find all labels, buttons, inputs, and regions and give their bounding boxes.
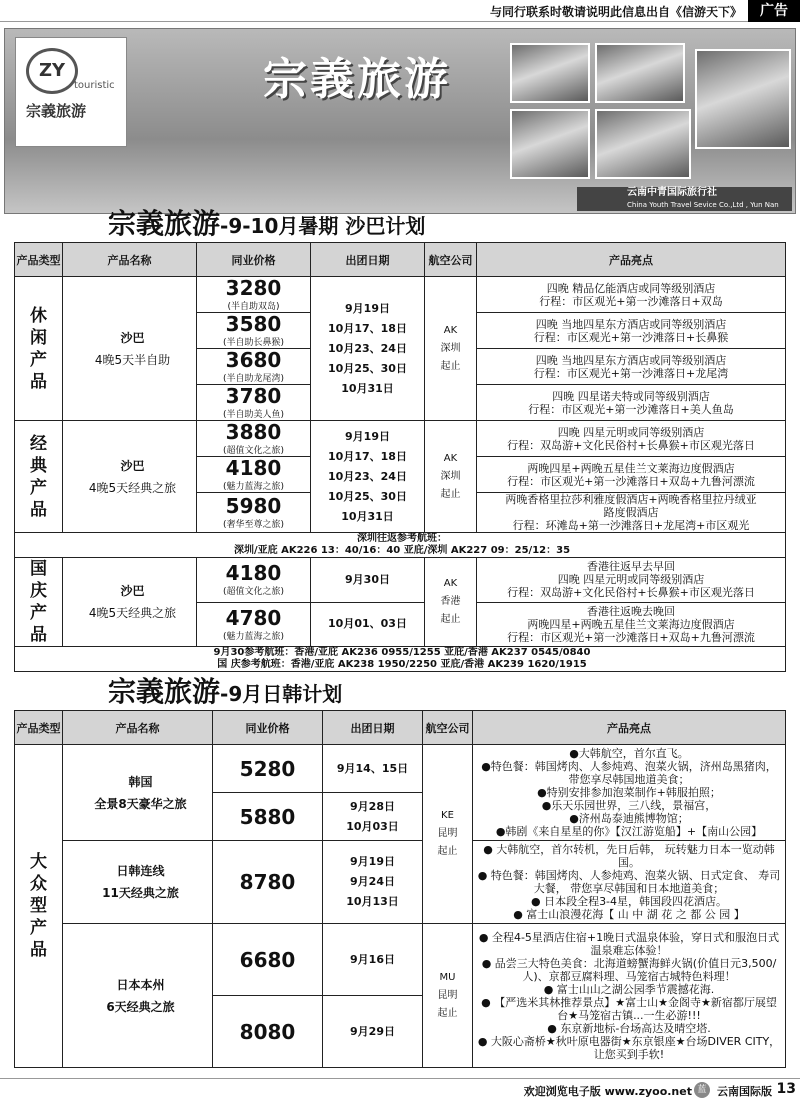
product-name: 日本本州 bbox=[116, 977, 165, 992]
price-cell bbox=[197, 602, 311, 647]
col-price: 同业价格 bbox=[197, 243, 311, 277]
table-row bbox=[15, 558, 786, 603]
date-item: 10月31日 bbox=[341, 509, 394, 523]
airline-code: KE bbox=[441, 810, 454, 821]
highlight-line: ●济州岛泰迪熊博物馆； bbox=[569, 812, 689, 825]
product-name-cell bbox=[63, 558, 197, 647]
col-date: 出团日期 bbox=[311, 243, 425, 277]
table-row bbox=[15, 421, 786, 457]
flight-ref-line: 深圳往返参考航班： bbox=[357, 533, 447, 544]
date-cell bbox=[311, 421, 425, 533]
category-cell bbox=[15, 745, 63, 1068]
table1-header bbox=[15, 243, 786, 277]
date-cell bbox=[323, 745, 423, 793]
highlight-line: ●大韩航空，首尔直飞。 bbox=[569, 747, 689, 760]
highlight-line: 四晚 四星元明或同等级别酒店 bbox=[557, 573, 705, 587]
product-duration: 4晚5天经典之旅 bbox=[88, 606, 177, 620]
category-text: 国庆产品 bbox=[30, 559, 47, 645]
highlight-cell bbox=[477, 277, 786, 313]
product-name: 沙巴 bbox=[120, 330, 145, 345]
col-price: 同业价格 bbox=[213, 711, 323, 745]
product-duration: 6天经典之旅 bbox=[106, 999, 175, 1014]
col-type: 产品类型 bbox=[15, 711, 63, 745]
highlight-line: ● 富士山浪漫花海【 山 中 湖 花 之 都 公 园 】 bbox=[513, 908, 745, 921]
highlight-line: 四晚 四星诺夫特或同等级别酒店 bbox=[552, 389, 710, 403]
highlight-cell bbox=[473, 841, 786, 924]
price-value: 6680 bbox=[239, 947, 296, 972]
footer-edition: 云南国际版 bbox=[717, 1085, 772, 1098]
highlight-line: 行程：市区观光+第一沙滩落日+双岛+九鲁河漂流 bbox=[507, 474, 755, 488]
price-value: 3280 bbox=[225, 276, 282, 300]
airline-cell bbox=[423, 745, 473, 924]
airline-note: 起止 bbox=[437, 846, 458, 857]
product-duration: 全景8天豪华之旅 bbox=[94, 796, 187, 811]
highlight-line: 行程：市区观光+第一沙滩落日+双岛 bbox=[539, 294, 723, 308]
highlight-line: ● 大韩航空，首尔转机，先日后韩， 玩转魅力日本一览动韩国。 bbox=[483, 843, 775, 869]
footer-text: 欢迎浏览电子版 www.zyoo.net bbox=[523, 1085, 692, 1098]
highlight-cell bbox=[477, 421, 786, 457]
date-item: 10月23、24日 bbox=[328, 341, 407, 355]
airline-code: MU bbox=[439, 971, 456, 983]
date-cell bbox=[323, 996, 423, 1068]
price-cell bbox=[213, 996, 323, 1068]
highlight-line: 两晚香格里拉莎利雅度假酒店+两晚香格里拉丹绒亚 bbox=[505, 493, 757, 506]
highlight-line: ● 大阪心斋桥★秋叶原电器街★东京银座★台场DIVER CITY，让您买到手软! bbox=[477, 1034, 781, 1061]
date-cell bbox=[323, 841, 423, 924]
resort-photo-4 bbox=[510, 109, 590, 179]
flight-ref-line: 深圳/亚庇 AK226 13：40/16：40 亚庇/深圳 AK227 09：25/12：35 bbox=[233, 545, 571, 556]
section1-title bbox=[108, 202, 425, 242]
highlight-cell bbox=[477, 558, 786, 603]
highlight-line: 四晚 当地四星东方酒店或同等级别酒店 bbox=[535, 353, 727, 367]
airline-city: 香港 bbox=[440, 596, 461, 607]
highlight-cell bbox=[477, 349, 786, 385]
highlight-line: 四晚 当地四星东方酒店或同等级别酒店 bbox=[535, 317, 727, 331]
highlight-line: ● 全程4-5星酒店住宿+1晚日式温泉体验，穿日式和服泡日式温泉难忘体验！ bbox=[478, 930, 780, 957]
date-item: 10月01、03日 bbox=[328, 617, 407, 631]
date-item: 10月25、30日 bbox=[328, 489, 407, 503]
section2-title bbox=[108, 670, 342, 710]
page-number: 13 bbox=[776, 1081, 796, 1097]
date-item: 10月31日 bbox=[341, 381, 394, 395]
date-item: 9月14、15日 bbox=[336, 761, 409, 775]
airline-code: AK bbox=[443, 452, 458, 464]
highlight-line: 行程：市区观光+第一沙滩落日+长鼻猴 bbox=[533, 330, 729, 344]
table-row bbox=[15, 745, 786, 793]
airline-note: 起止 bbox=[440, 614, 461, 625]
product-name: 日韩连线 bbox=[116, 864, 165, 878]
table-row bbox=[15, 533, 786, 558]
highlight-line: 香港往返早去早回 bbox=[587, 560, 675, 574]
section2-brand: 宗義旅游 bbox=[108, 675, 221, 708]
airline-code: AK bbox=[443, 578, 458, 589]
highlight-cell bbox=[477, 457, 786, 493]
price-cell bbox=[213, 924, 323, 996]
date-item: 9月28日 10月03日 bbox=[346, 799, 399, 833]
product-duration: 4晚5天经典之旅 bbox=[88, 480, 177, 495]
date-cell bbox=[323, 924, 423, 996]
table-row bbox=[15, 277, 786, 313]
highlight-line: ●乐天乐园世界，三八线，景福宫， bbox=[541, 799, 717, 812]
highlight-line: 行程：环滩岛+第一沙滩落日+龙尾湾+市区观光 bbox=[512, 519, 750, 532]
date-item: 10月25、30日 bbox=[328, 361, 407, 375]
price-note: (奢华至尊之旅) bbox=[222, 520, 285, 530]
price-value: 5280 bbox=[239, 756, 296, 781]
banner-brand: 宗義旅游 bbox=[263, 54, 451, 105]
highlight-line: 行程：市区观光+第一沙滩落日+龙尾湾 bbox=[533, 366, 729, 380]
airline-city: 深圳 bbox=[440, 470, 461, 482]
date-item: 9月19日 bbox=[345, 429, 390, 443]
island-photo-3 bbox=[695, 49, 791, 149]
highlight-cell bbox=[477, 493, 786, 533]
highlight-cell bbox=[473, 924, 786, 1068]
product-name: 沙巴 bbox=[120, 584, 145, 598]
category-cell bbox=[15, 277, 63, 421]
highlight-line: ● 日本段全程3-4星，韩国段四花酒店。 bbox=[530, 895, 728, 908]
price-value: 5880 bbox=[239, 804, 296, 829]
beach-photo-1 bbox=[510, 43, 590, 103]
airline-city: 昆明 bbox=[437, 989, 458, 1001]
date-item: 10月17、18日 bbox=[328, 321, 407, 335]
price-note: (超值文化之旅) bbox=[222, 446, 285, 456]
table-row bbox=[15, 924, 786, 996]
price-value: 8780 bbox=[239, 870, 296, 894]
logo-cn: 宗義旅游 bbox=[26, 102, 87, 120]
highlight-line: ● 品尝三大特色美食：北海道螃蟹海鲜火锅(价值日元3,500/人)、京都豆腐料理、马笼宿古城特色料理！ bbox=[481, 956, 777, 983]
date-item: 9月29日 bbox=[350, 1024, 395, 1038]
highlight-line: 两晚四星+两晚五星佳兰文莱海边度假酒店 bbox=[527, 617, 735, 631]
highlight-line: 行程：市区观光+第一沙滩落日+双岛+九鲁河漂流 bbox=[507, 630, 755, 644]
company-logo bbox=[15, 37, 127, 147]
airline-code: AK bbox=[443, 324, 458, 336]
product-name: 韩国 bbox=[128, 774, 153, 789]
date-item: 9月16日 bbox=[350, 952, 395, 966]
logo-mark-icon: ZY bbox=[26, 48, 78, 94]
price-note: (半自助龙尾湾) bbox=[222, 374, 285, 384]
col-highlights: 产品亮点 bbox=[473, 711, 786, 745]
product-name: 沙巴 bbox=[120, 458, 145, 473]
price-cell bbox=[197, 493, 311, 533]
date-cell bbox=[311, 558, 425, 603]
highlight-line: 行程：市区观光+第一沙滩落日+美人鱼岛 bbox=[528, 402, 734, 416]
price-value: 3880 bbox=[225, 420, 282, 444]
category-text: 大众型产品 bbox=[30, 852, 47, 960]
product-name-cell bbox=[63, 745, 213, 841]
banner bbox=[4, 28, 796, 214]
footer bbox=[0, 1078, 800, 1100]
highlight-line: ● 富士山山之湖公园季节震撼花海. bbox=[543, 982, 715, 996]
col-highlights: 产品亮点 bbox=[477, 243, 786, 277]
product-name-cell bbox=[63, 841, 213, 924]
section1-brand: 宗義旅游 bbox=[108, 207, 221, 240]
highlight-line: 行程：双岛游+文化民俗村+长鼻猴+市区观光落日 bbox=[507, 438, 755, 452]
price-value: 8080 bbox=[239, 1019, 296, 1044]
table-row bbox=[15, 647, 786, 672]
island-photo-5 bbox=[595, 109, 691, 179]
header-notice: 与同行联系时敬请说明此信息出自《信游天下》 bbox=[489, 5, 742, 19]
date-cell bbox=[311, 602, 425, 647]
flight-reference-2 bbox=[15, 647, 786, 672]
top-notice-bar bbox=[0, 0, 800, 22]
ad-label: 广告 bbox=[748, 0, 800, 22]
col-type: 产品类型 bbox=[15, 243, 63, 277]
flight-ref-line: 9月30参考航班：香港/亚庇 AK236 0955/1255 亚庇/香港 AK237 0545/0840 bbox=[213, 647, 591, 658]
agency-cn: 云南中青国际旅行社 bbox=[627, 187, 717, 198]
col-name: 产品名称 bbox=[63, 243, 197, 277]
col-name: 产品名称 bbox=[63, 711, 213, 745]
category-text: 休闲产品 bbox=[30, 305, 47, 392]
highlight-line: 路度假酒店 bbox=[603, 506, 659, 519]
price-cell bbox=[197, 385, 311, 421]
price-cell bbox=[197, 349, 311, 385]
date-item: 9月19日 bbox=[350, 855, 395, 868]
highlight-cell bbox=[477, 385, 786, 421]
highlight-line: 四晚 精品亿能酒店或同等级别酒店 bbox=[546, 281, 716, 295]
date-item: 9月30日 bbox=[345, 572, 390, 586]
date-item: 9月24日 bbox=[350, 875, 395, 888]
date-item: 10月17、18日 bbox=[328, 449, 407, 463]
flight-ref-line: 国 庆参考航班：香港/亚庇 AK238 1950/2250 亚庇/香港 AK239 1620/1915 bbox=[217, 659, 587, 670]
airline-city: 深圳 bbox=[440, 342, 461, 354]
highlight-line: ●特色餐：韩国烤肉、人参炖鸡、泡菜火锅，济州岛黑猪肉，带您享尽韩国地道美食； bbox=[481, 760, 777, 786]
date-cell bbox=[311, 277, 425, 421]
airline-cell bbox=[425, 277, 477, 421]
price-cell bbox=[213, 841, 323, 924]
product-duration: 4晚5天半自助 bbox=[94, 352, 171, 367]
airline-city: 昆明 bbox=[437, 828, 458, 839]
airline-note: 起止 bbox=[440, 360, 461, 372]
airline-note: 起止 bbox=[440, 488, 461, 500]
highlight-line: ● 【严选米其林推荐景点】★富士山★金阁寺★新宿都厅展望台★马笼宿古镇...一生必游!!! bbox=[481, 995, 777, 1022]
airline-cell bbox=[423, 924, 473, 1068]
airline-cell bbox=[425, 421, 477, 533]
flight-reference-1 bbox=[15, 533, 786, 558]
price-note: (超值文化之旅) bbox=[222, 587, 285, 598]
japan-korea-table bbox=[14, 710, 786, 1068]
price-value: 5980 bbox=[225, 494, 282, 518]
section1-subtitle: -9-10月暑期 沙巴计划 bbox=[220, 214, 426, 238]
airline-note: 起止 bbox=[437, 1007, 458, 1019]
highlight-line: 两晚四星+两晚五星佳兰文莱海边度假酒店 bbox=[527, 461, 735, 475]
product-duration: 11天经典之旅 bbox=[102, 886, 179, 900]
price-cell bbox=[197, 558, 311, 603]
agency-en: China Youth Travel Sevice Co.,Ltd , Yun Nan bbox=[627, 201, 779, 209]
highlight-line: 四晚 四星元明或同等级别酒店 bbox=[557, 425, 705, 439]
airline-cell bbox=[425, 558, 477, 647]
highlight-line: ●韩剧《来自星星的你》【汉江游览船】+【南山公园】 bbox=[495, 825, 763, 838]
highlight-line: 香港往返晚去晚回 bbox=[587, 604, 675, 618]
price-cell bbox=[197, 313, 311, 349]
price-value: 3580 bbox=[225, 312, 282, 336]
col-date: 出团日期 bbox=[323, 711, 423, 745]
col-airline: 航空公司 bbox=[423, 711, 473, 745]
product-name-cell bbox=[63, 924, 213, 1068]
sabah-table bbox=[14, 242, 786, 672]
price-value: 3780 bbox=[225, 384, 282, 408]
price-note: (魅力蓝海之旅) bbox=[222, 631, 285, 642]
price-cell bbox=[213, 793, 323, 841]
table-row bbox=[15, 841, 786, 924]
highlight-cell bbox=[473, 745, 786, 841]
category-cell bbox=[15, 558, 63, 647]
highlight-line: ● 东京新地标-台场高达及晴空塔. bbox=[547, 1021, 711, 1035]
price-value: 4780 bbox=[225, 605, 282, 630]
price-value: 3680 bbox=[225, 348, 282, 372]
table2-header bbox=[15, 711, 786, 745]
price-note: (半自助长鼻猴) bbox=[222, 338, 285, 348]
highlight-line: 行程：双岛游+文化民俗村+长鼻猴+市区观光落日 bbox=[507, 586, 755, 600]
blue-badge-icon: 蓝 bbox=[694, 1082, 710, 1098]
highlight-cell bbox=[477, 313, 786, 349]
category-cell bbox=[15, 421, 63, 533]
col-airline: 航空公司 bbox=[425, 243, 477, 277]
highlight-line: ●特别安排参加泡菜制作+韩服拍照； bbox=[537, 786, 721, 799]
date-item: 10月23、24日 bbox=[328, 469, 407, 483]
product-name-cell bbox=[63, 277, 197, 421]
category-text: 经典产品 bbox=[30, 433, 47, 520]
highlight-cell bbox=[477, 602, 786, 647]
highlight-line: ● 特色餐：韩国烤肉、人参炖鸡、泡菜火锅、日式定食、 寿司大餐， 带您享尽韩国和日本地道美食； bbox=[477, 869, 781, 895]
section2-subtitle: -9月日韩计划 bbox=[220, 682, 343, 706]
logo-en: touristic bbox=[74, 80, 115, 91]
price-cell bbox=[197, 457, 311, 493]
date-cell bbox=[323, 793, 423, 841]
date-item: 10月13日 bbox=[346, 895, 399, 908]
beach-photo-2 bbox=[595, 43, 685, 103]
price-note: (半自助双岛) bbox=[227, 302, 280, 312]
price-note: (半自助美人鱼) bbox=[222, 410, 285, 420]
price-value: 4180 bbox=[225, 456, 282, 480]
price-cell bbox=[213, 745, 323, 793]
product-name-cell bbox=[63, 421, 197, 533]
price-note: (魅力蓝海之旅) bbox=[222, 482, 285, 492]
price-cell bbox=[197, 277, 311, 313]
agency-badge bbox=[577, 187, 792, 211]
price-cell bbox=[197, 421, 311, 457]
date-item: 9月19日 bbox=[345, 301, 390, 315]
price-value: 4180 bbox=[225, 561, 282, 586]
